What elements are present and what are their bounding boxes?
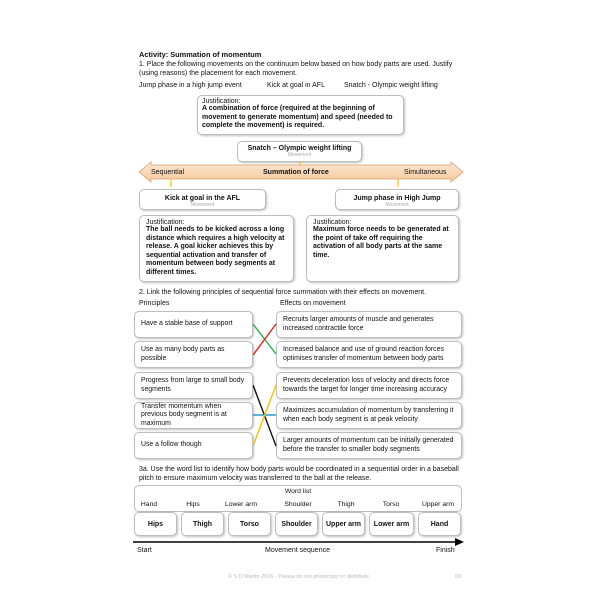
q3-instructions: 3a. Use the word list to identify how body parts would be coordinated in a sequential order in a baseball pitch to ensure maximum velocity was transferred to the ball at the release. xyxy=(139,466,459,482)
principle-box xyxy=(134,372,253,399)
movement-sublabel: Movement xyxy=(190,202,215,208)
justification-text: The ball needs to be kicked across a long distance which requires a high velocity at release. A goal kicker achieves this by sequential activation and transfer of momentum between body segments at different times. xyxy=(146,226,285,276)
principle-box xyxy=(134,402,253,429)
right-justification-box xyxy=(306,215,459,282)
principle-box xyxy=(134,432,253,459)
effect-box xyxy=(276,372,462,399)
effect-text: Increased balance and use of ground reaction forces optimises transfer of momentum between body parts xyxy=(283,346,444,362)
effect-box xyxy=(276,311,462,338)
left-justification-box xyxy=(139,215,294,282)
effect-text: Maximizes accumulation of momentum by transferring it when each body segment is at peak velocity xyxy=(283,407,454,423)
principle-box xyxy=(134,311,253,338)
sequence-text: Shoulder xyxy=(281,520,312,528)
movement-list-item: Snatch - Olympic weight lifting xyxy=(344,82,438,89)
top-movement-box xyxy=(237,141,362,162)
justification-label: Justification: xyxy=(313,219,352,226)
movement-title: Snatch – Olympic weight lifting xyxy=(247,145,352,152)
justification-label: Justification: xyxy=(202,98,241,105)
sequence-box xyxy=(369,512,414,536)
movement-list-item: Jump phase in a high jump event xyxy=(139,82,242,89)
word-list-item: Lower arm xyxy=(224,501,258,508)
effect-text: Prevents deceleration loss of velocity and directs force towards the target for longer time increasing accuracy xyxy=(283,377,450,393)
principle-text: Use as many body parts as possible xyxy=(141,346,225,362)
word-list-item: Upper arm xyxy=(421,501,455,508)
effects-header: Effects on movement xyxy=(280,300,346,307)
sequence-text: Upper arm xyxy=(325,520,361,528)
word-list-item: Hips xyxy=(186,501,200,508)
continuum-right-label: Simultaneous xyxy=(404,169,447,176)
effect-box xyxy=(276,432,462,459)
sequence-box xyxy=(418,512,461,536)
activity-heading: Activity: Summation of momentum xyxy=(139,50,262,59)
q1-instructions: 1. Place the following movements on the continuum below based on how body parts are used. Justify (using reasons) the placement for each movement. xyxy=(139,61,453,77)
finish-label: Finish xyxy=(436,547,455,554)
movement-list-item: Kick at goal in AFL xyxy=(267,82,325,89)
justification-label: Justification: xyxy=(146,219,185,226)
justification-text: Maximum force needs to be generated at the point of take off requiring the activation of all body parts at the same time. xyxy=(313,226,449,259)
left-movement-box xyxy=(139,189,266,210)
word-list-item: Thigh xyxy=(337,501,355,508)
sequence-box xyxy=(322,512,365,536)
principle-text: Progress from large to small body segments xyxy=(141,377,245,393)
word-list-item: Shoulder xyxy=(284,501,312,508)
sequence-box xyxy=(275,512,318,536)
word-list-item: Torso xyxy=(382,501,400,508)
effect-box xyxy=(276,341,462,368)
top-justification-box xyxy=(197,95,404,135)
right-movement-box xyxy=(335,189,459,210)
sequence-text: Torso xyxy=(240,520,259,528)
principle-text: Transfer momentum when previous body segment is at maximum xyxy=(141,402,227,427)
continuum-left-label: Sequential xyxy=(151,169,185,176)
principle-text: Have a stable base of support xyxy=(141,320,233,328)
movement-title: Jump phase in High Jump xyxy=(353,195,441,202)
word-list-item: Hand xyxy=(140,501,158,508)
sequence-text: Lower arm xyxy=(373,520,410,528)
movement-sublabel: Movement xyxy=(385,202,409,208)
footer-copyright: © S D Martin 2026 - Please do not photocopy or distribute xyxy=(228,574,370,580)
movement-sequence-label: Movement sequence xyxy=(265,547,330,554)
effect-box xyxy=(276,402,462,429)
sequence-box xyxy=(181,512,224,536)
q2-instructions: 2. Link the following principles of sequential force summation with their effects on movement. xyxy=(139,289,427,296)
start-label: Start xyxy=(137,547,152,554)
sequence-box xyxy=(228,512,271,536)
link-lines xyxy=(253,305,277,465)
sequence-text: Hips xyxy=(147,520,164,528)
effect-text: Larger amounts of momentum can be initially generated before the transfer to smaller body segments xyxy=(283,437,454,453)
principle-box xyxy=(134,341,253,368)
movement-sublabel: Movement xyxy=(287,152,312,158)
principles-header: Principles xyxy=(139,300,170,307)
sequence-box xyxy=(134,512,177,536)
sequence-text: Hand xyxy=(430,520,449,528)
movement-title: Kick at goal in the AFL xyxy=(164,195,241,202)
sequence-text: Thigh xyxy=(192,520,213,528)
footer-page-number: 69 xyxy=(455,574,462,580)
word-list-title: Word list xyxy=(284,488,312,495)
effect-text: Recruits larger amounts of muscle and generates increased contractile force xyxy=(283,316,434,332)
principle-text: Use a follow though xyxy=(141,441,202,449)
justification-text: A combination of force (required at the beginning of movement to generate momentum) and speed (needed to complete the movement) is required. xyxy=(202,105,393,129)
continuum-center-label: Summation of force xyxy=(263,169,329,176)
